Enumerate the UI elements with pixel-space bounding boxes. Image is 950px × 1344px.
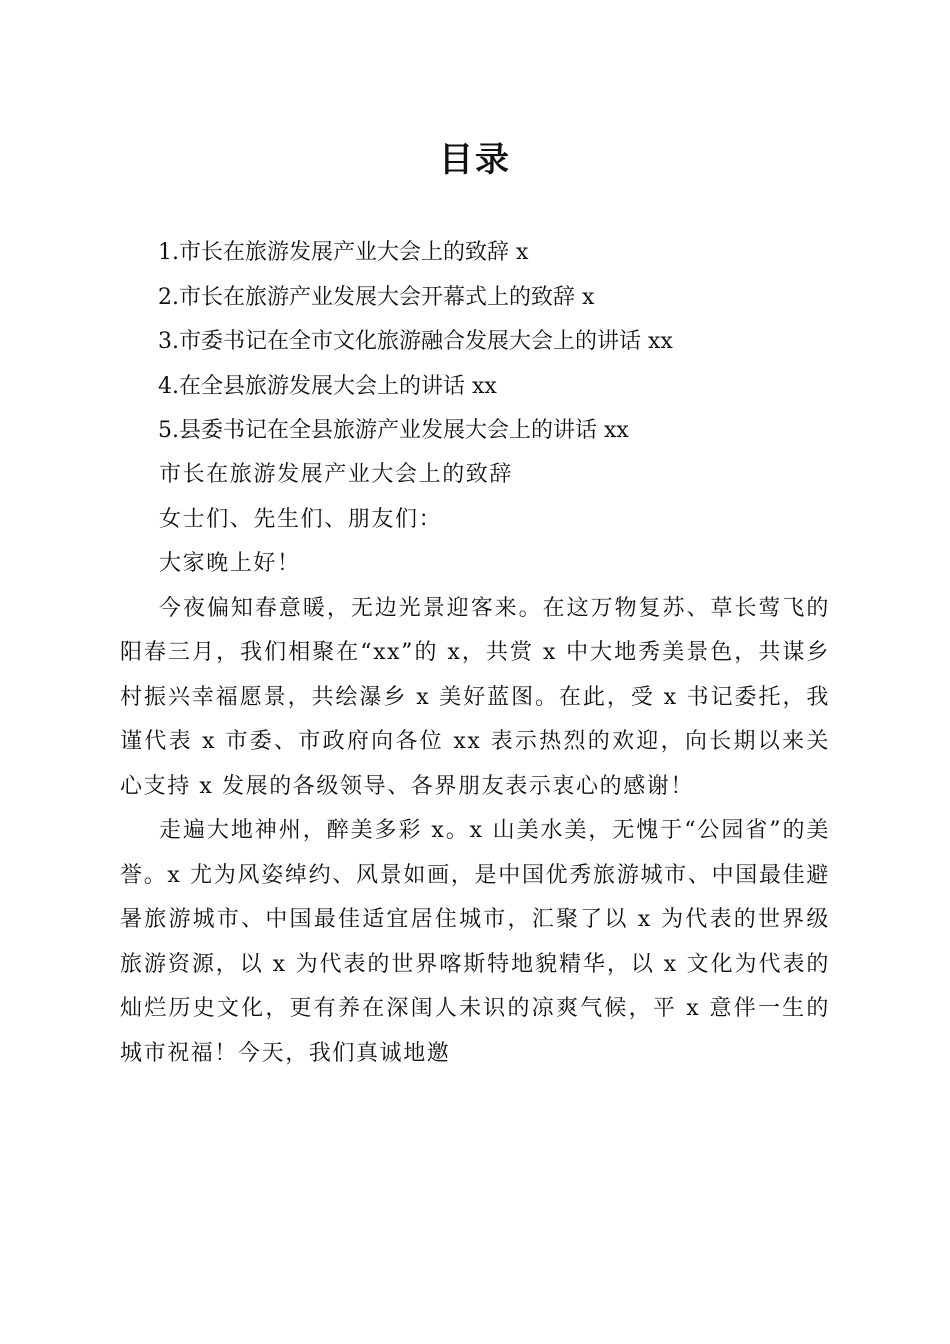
section-heading: 市长在旅游发展产业大会上的致辞 (159, 462, 514, 487)
body-paragraph: 今夜偏知春意暖，无边光景迎客来。在这万物复苏、草长莺飞的阳春三月，我们相聚在“xx”的 x，共赏 x 中大地秀美景色，共谋乡村振兴幸福愿景，共绘瀑乡 x 美好蓝图。在此，受 x 书记委托，我谨代表 x 市委、市政府向各位 xx 表示热烈的欢迎，向长期以来关心支持 x 发展的各级领导、各界朋友表示衷心的感谢！ (120, 595, 830, 799)
body-paragraph: 走遍大地神州，醉美多彩 x。x 山美水美，无愧于“公园省”的美誉。x 尤为风姿绰约、风景如画，是中国优秀旅游城市、中国最佳避暑旅游城市、中国最佳适宜居住城市，汇聚了以 x 为代表的世界级旅游资源，以 x 为代表的世界喀斯特地貌精华，以 x 文化为代表的灿烂历史文化，更有养在深闺人未识的凉爽气候，平 x 意伴一生的城市祝福！今天，我们真诚地邀 (120, 818, 830, 1066)
salutation: 女士们、先生们、朋友们： (159, 506, 443, 532)
table-of-contents (158, 231, 838, 454)
toc-item: 5.县委书记在全县旅游产业发展大会上的讲话 xx (158, 418, 629, 443)
document-title: 目录 (439, 140, 511, 180)
toc-item: 4.在全县旅游发展大会上的讲话 xx (158, 373, 497, 399)
toc-item: 3.市委书记在全市文化旅游融合发展大会上的讲话 xx (158, 329, 673, 354)
greeting: 大家晚上好！ (159, 551, 301, 576)
document-body (120, 453, 830, 1076)
toc-item: 1.市长在旅游发展产业大会上的致辞 x (158, 240, 529, 265)
toc-item: 2.市长在旅游产业发展大会开幕式上的致辞 x (158, 284, 595, 310)
